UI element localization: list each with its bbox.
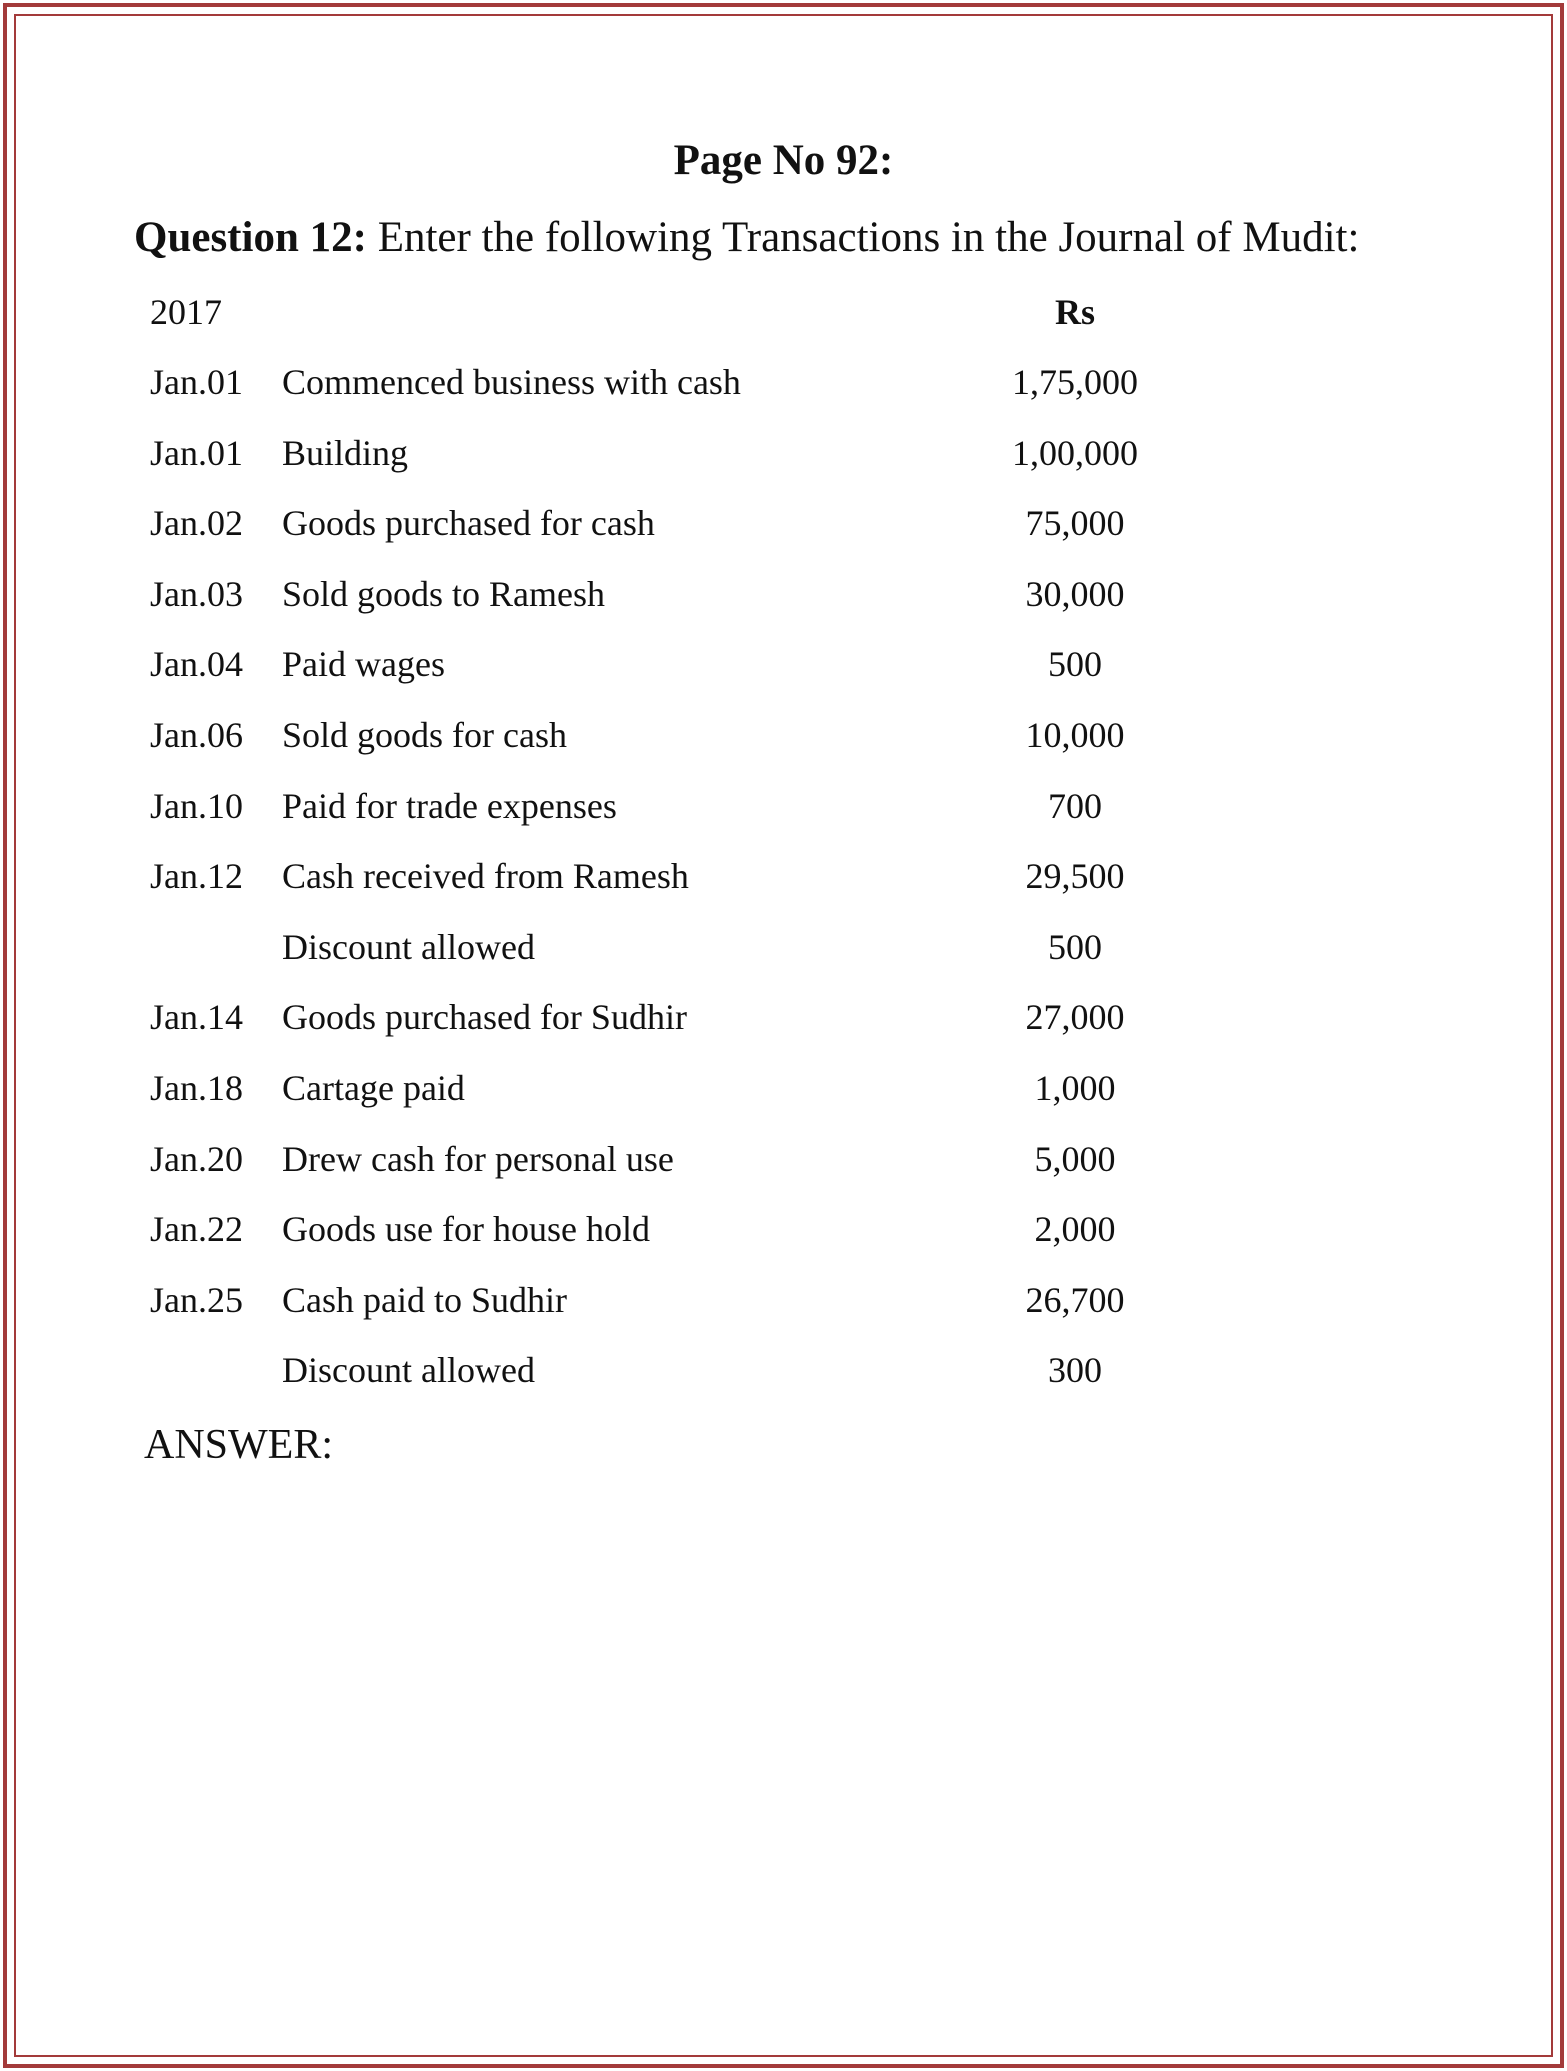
transaction-date: Jan.10 [150,785,243,826]
table-row [0,1137,1567,1208]
transaction-date: Jan.25 [150,1279,243,1320]
transaction-description: Paid wages [282,644,445,685]
transaction-description: Commenced business with cash [282,362,741,402]
table-row [0,1066,1567,1137]
transaction-description: Building [282,432,409,473]
table-row [0,360,1567,431]
transaction-date: Jan.01 [150,362,243,402]
transaction-amount: 27,000 [1025,997,1125,1038]
transaction-description: Drew cash for personal use [282,1138,674,1179]
transaction-amount: 1,000 [1034,1067,1116,1108]
transaction-amount: 500 [1048,926,1102,967]
transaction-description: Goods purchased for cash [282,503,655,544]
transaction-amount: 30,000 [1025,573,1125,614]
table-row [0,1348,1567,1419]
transaction-description: Discount allowed [282,1350,535,1391]
table-row [0,1207,1567,1278]
transaction-amount: 5,000 [1034,1138,1116,1179]
transaction-amount: 2,000 [1034,1209,1116,1250]
transaction-description: Cash received from Ramesh [282,856,689,897]
transaction-date: Jan.20 [150,1138,243,1179]
transactions-table [0,360,1567,1419]
transaction-description: Sold goods to Ramesh [282,573,606,614]
table-row [0,995,1567,1066]
transaction-description: Cash paid to Sudhir [282,1279,567,1320]
table-row [0,713,1567,784]
table-row [0,501,1567,572]
question-label: Question 12: [134,214,367,261]
transaction-date: Jan.04 [150,644,243,685]
transaction-date: Jan.06 [150,714,243,755]
transaction-amount: 300 [1048,1350,1102,1391]
transaction-amount: 1,00,000 [1012,432,1138,473]
transaction-amount: 500 [1048,644,1102,685]
transaction-description: Goods purchased for Sudhir [282,997,687,1038]
transaction-amount: 75,000 [1025,503,1125,544]
transaction-description: Paid for trade expenses [282,785,617,826]
page-title: Page No 92: [673,137,894,184]
table-row [0,854,1567,925]
transaction-date: Jan.22 [150,1209,243,1250]
question-text: Enter the following Transactions in the Journal of Mudit: [366,214,1360,261]
transaction-description: Discount allowed [282,926,535,967]
table-row [0,925,1567,996]
transaction-date: Jan.02 [150,503,243,544]
transaction-date: Jan.03 [150,573,243,614]
table-row [0,784,1567,855]
transaction-date: Jan.18 [150,1067,243,1108]
transaction-amount: 700 [1048,785,1102,826]
transaction-description: Goods use for house hold [282,1209,650,1250]
transaction-description: Cartage paid [282,1067,465,1108]
transaction-amount: 1,75,000 [1012,362,1138,402]
year-heading: 2017 [150,292,222,332]
answer-label: ANSWER: [144,1422,333,1468]
amount-column-header: Rs [1054,292,1095,332]
transaction-date: Jan.01 [150,432,243,473]
transaction-description: Sold goods for cash [282,714,567,755]
transaction-amount: 29,500 [1025,856,1125,897]
table-row [0,431,1567,502]
transaction-date: Jan.14 [150,997,243,1038]
table-row [0,1278,1567,1349]
table-row [0,572,1567,643]
transaction-amount: 10,000 [1025,714,1125,755]
transaction-amount: 26,700 [1025,1279,1125,1320]
table-row [0,642,1567,713]
question-statement [134,213,1359,263]
transaction-date: Jan.12 [150,856,243,897]
